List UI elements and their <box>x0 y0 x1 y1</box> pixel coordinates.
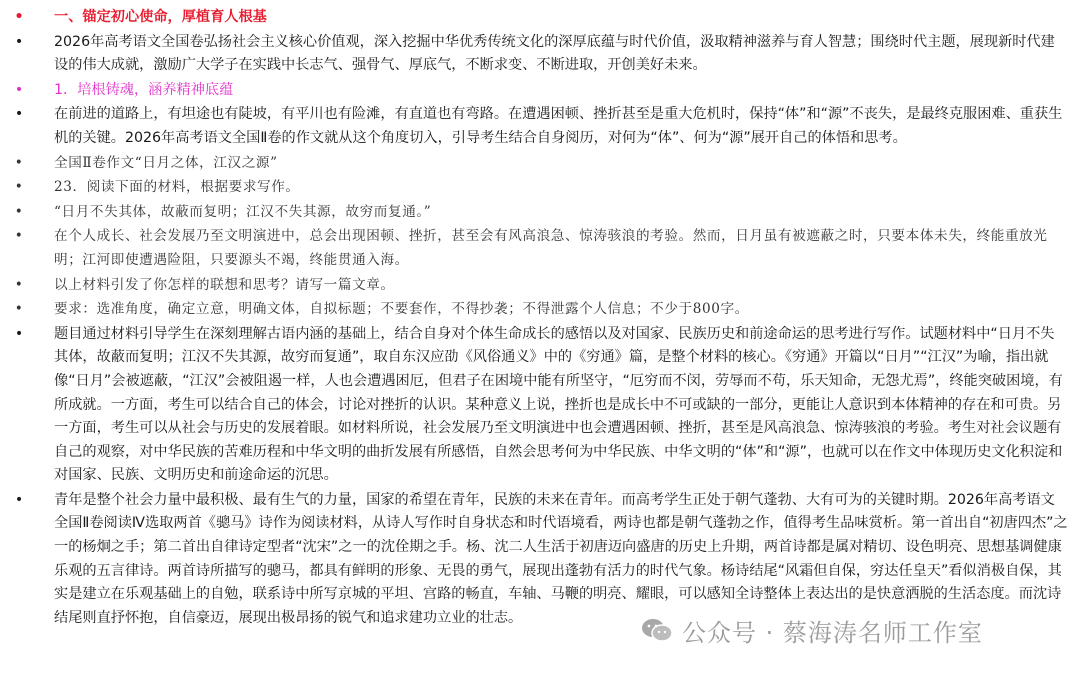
paragraph-text: 青年是整个社会力量中最积极、最有生气的力量，国家的希望在青年，民族的未来在青年。而高考学生正处于朝气蓬勃、大有可为的关键时期。2026年高考语文全国Ⅱ卷阅读Ⅳ选取两首《骢马》诗作为阅读材料，从诗人写作时自身状态和时代语境看，两诗也都是朝气蓬勃之作，值得考生品味赏析。第一首出自“初唐四杰”之一的杨炯之手；第二首出自律诗定型者“沈宋”之一的沈佺期之手。杨、沈二人生活于初唐迈向盛唐的历史上升期，两首诗都是属对精切、设色明亮、思想基调健康乐观的五言律诗。两首诗所描写的骢马，都具有鲜明的形象、无畏的勇气，展现出蓬勃有活力的时代气象。杨诗结尾“风霜但自保，穷达任皇天”看似消极自保，其实是建立在乐观基础上的自勉，联系诗中所写京城的平坦、宫路的畅直，车轴、马鞭的明亮、耀眼，可以感知全诗整体上表达出的是快意洒脱的生活态度。而沈诗结尾则直抒怀抱，自信豪迈，展现出极昂扬的锐气和追求建功立业的壮志。 <box>54 491 1068 626</box>
paragraph-text: 题目通过材料引导学生在深刻理解古语内涵的基础上，结合自身对个体生命成长的感悟以及对国家、民族历史和前途命运的思考进行写作。试题材料中“日月不失其体，故蔽而复明；江汉不失其源，故穷而复通”，取自东汉应劭《风俗通义》中的《穷通》篇，是整个材料的核心。《穷通》开篇以“日月”“江汉”为喻，指出就像“日月”会被遮蔽，“江汉”会被阻遏一样，人也会遭遇困厄，但君子在困境中能有所坚守，“厄穷而不闵，劳辱而不苟，乐天知命，无怨尤焉”，终能突破困境，有所成就。一方面，考生可以结合自己的体会，讨论对挫折的认识。某种意义上说，挫折也是成长中不可或缺的一部分，更能让人意识到本体精神的存在和可贵。另一方面，考生可以从社会与历史的发展着眼。如材料所说，社会发展乃至文明演进中也会遭遇困顿、挫折，甚至是风高浪急、惊涛骇浪的考验。考生对社会议题有自己的观察，对中华民族的苦难历程和中华文明的曲折发展有所感悟，自然会思考何为中华民族、中华文明的“体”和“源”，也就可以在作文中体现历史文化积淀和对国家、民族、文明历史和前途命运的沉思。 <box>54 325 1063 484</box>
paragraph-analysis <box>0 323 1080 488</box>
heading-text: 一、锚定初心使命，厚植育人根基 <box>54 9 267 25</box>
bullet: • <box>14 228 24 245</box>
bullet: • <box>14 9 24 25</box>
bullet: • <box>14 154 24 171</box>
bullet: • <box>14 179 24 196</box>
document-body <box>0 6 1080 631</box>
subheading-text: 1．培根铸魂，涵养精神底蕴 <box>54 81 234 98</box>
bullet: • <box>14 276 24 293</box>
quote-text: 23．阅读下面的材料，根据要求写作。 <box>54 179 300 196</box>
wechat-icon <box>640 617 674 643</box>
bullet: • <box>14 81 24 98</box>
watermark-text: 公众号 · 蔡海涛名师工作室 <box>682 618 983 647</box>
quote-line-question <box>0 176 1080 200</box>
quote-text: 以上材料引发了你怎样的联想和思考？请写一篇文章。 <box>54 276 395 293</box>
bullet: • <box>14 491 24 508</box>
paragraph-text: 在前进的道路上，有坦途也有陡坡，有平川也有险滩，有直道也有弯路。在遭遇困顿、挫折甚至是重大危机时，保持“体”和“源”不丧失，是最终克服困难、重获生机的关键。2026年高考语文全国Ⅱ卷的作文就从这个角度切入，引导考生结合自身阅历，对何为“体”、何为“源”展开自己的体悟和思考。 <box>54 106 1063 146</box>
quote-text: 在个人成长、社会发展乃至文明演进中，总会出现困顿、挫折，甚至会有风高浪急、惊涛骇浪的考验。然而，日月虽有被遮蔽之时，只要本体未失，终能重放光明；江河即使遭遇险阻，只要源头不竭，终能贯通入海。 <box>54 228 1048 268</box>
quote-text: 全国Ⅱ卷作文“日月之体，江汉之源” <box>54 154 278 171</box>
paragraph-essay-intro <box>0 103 1080 150</box>
bullet: • <box>14 325 24 342</box>
paragraph-text: 2026年高考语文全国卷弘扬社会主义核心价值观，深入挖掘中华优秀传统文化的深厚底蕴与时代价值，汲取精神滋养与育人智慧；围绕时代主题，展现新时代建设的伟大成就，激励广大学子在实践中长志气、强骨气、厚底气，不断求变、不断进取，开创美好未来。 <box>54 33 1055 74</box>
quote-line-material <box>0 225 1080 272</box>
bullet: • <box>14 106 24 123</box>
quote-text: “日月不失其体，故蔽而复明；江汉不失其源，故穷而复通。” <box>54 203 432 220</box>
quote-line-title <box>0 152 1080 176</box>
section-heading-2 <box>0 79 1080 103</box>
section-heading-1 <box>0 6 1080 30</box>
watermark <box>640 612 983 648</box>
paragraph-intro <box>0 31 1080 78</box>
quote-text: 要求：选准角度，确定立意，明确文体，自拟标题；不要套作，不得抄袭；不得泄露个人信息；不少于800字。 <box>54 301 749 318</box>
bullet: • <box>14 203 24 220</box>
quote-line-requirements <box>0 298 1080 322</box>
bullet: • <box>14 301 24 318</box>
quote-line-prompt <box>0 274 1080 298</box>
paragraph-poetry <box>0 489 1080 631</box>
bullet: • <box>14 33 24 50</box>
quote-line-classic <box>0 201 1080 225</box>
